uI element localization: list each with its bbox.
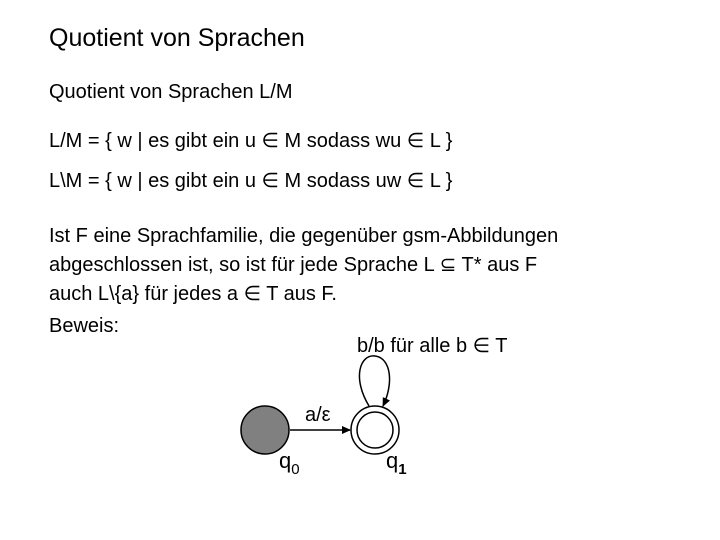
transition-label: a/ε (305, 404, 331, 426)
state-label-q0: $q_0$ (279, 448, 300, 478)
left-quotient-definition: L\M = { w | es gibt ein u ∈ M sodass uw ∈ L } (49, 170, 453, 192)
self-loop-label: b/b für alle b ∈ T (357, 335, 508, 357)
theorem-line-2: abgeschlossen ist, so ist für jede Sprache L ⊆ T* aus F (49, 254, 538, 276)
page-title: Quotient von Sprachen (49, 24, 305, 52)
proof-label: Beweis: (49, 315, 120, 337)
definition-heading: Quotient von Sprachen L/M (49, 81, 293, 103)
theorem-line-3: auch L\{a} für jedes a ∈ T aus F. (49, 283, 337, 305)
state-q1-outer (351, 406, 399, 454)
right-quotient-definition: L/M = { w | es gibt ein u ∈ M sodass wu ∈ L } (49, 130, 453, 152)
self-loop-arrow-q1 (359, 356, 389, 406)
theorem-line-1: Ist F eine Sprachfamilie, die gegenüber gsm-Abbildungen (49, 225, 559, 247)
state-label-q1: $q_1$ (386, 448, 407, 478)
state-q0 (241, 406, 289, 454)
